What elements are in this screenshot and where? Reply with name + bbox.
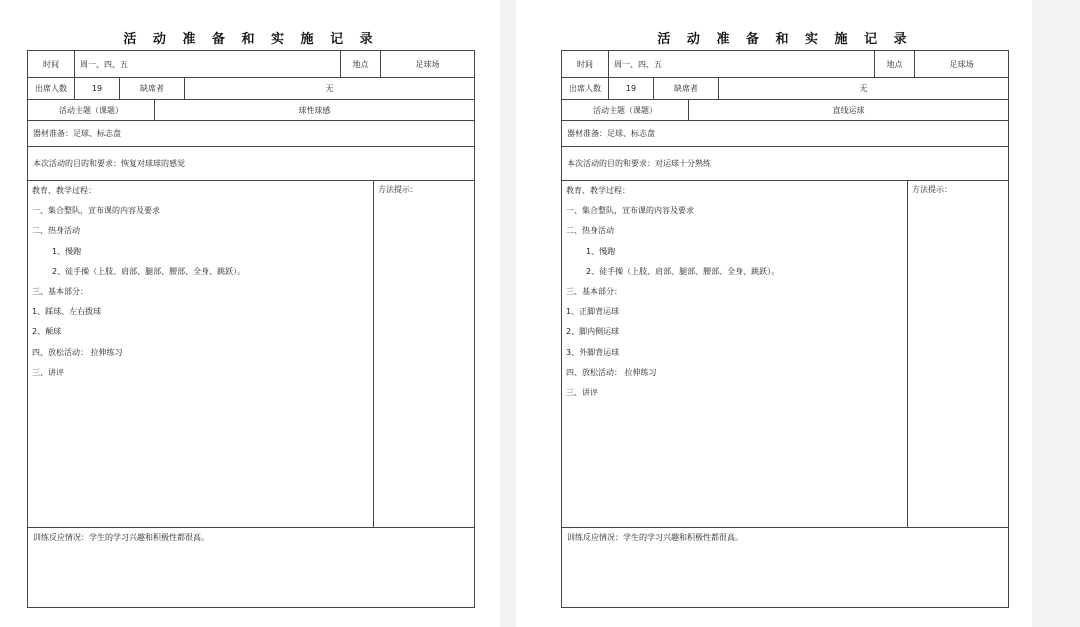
time-value: 周一、四、五 (75, 51, 341, 77)
process-line: 三、基本部分： (32, 286, 88, 296)
process-line: 一、集合整队，宣布课的内容及要求 (566, 206, 694, 216)
equipment-text: 器材准备：足球、标志盘 (567, 129, 655, 138)
process-line: 3、外脚背运球 (566, 347, 620, 357)
goal-text: 本次活动的目的和要求：恢复对球球的感觉 (33, 159, 185, 168)
absent-value: 无 (325, 84, 334, 93)
attendance-row (28, 78, 474, 100)
process-line: 2、颠球 (32, 327, 62, 337)
goal-row (28, 147, 474, 181)
topic-value: 直线运球 (832, 105, 865, 115)
place-label: 地点 (875, 51, 915, 77)
time-place-row (562, 51, 1008, 78)
process-line: 2、脚内侧运球 (566, 327, 620, 337)
topic-value: 球性球感 (298, 105, 331, 115)
process-column (28, 181, 374, 527)
feedback-text: 训练反应情况：学生的学习兴趣和积极性都很高。 (567, 533, 743, 542)
time-label: 时间 (28, 51, 75, 77)
process-line: 2、徒手操（上肢、肩部、腿部、腰部、全身、跳跃）。 (52, 266, 246, 276)
attend-label: 出席人数 (562, 78, 609, 99)
process-line: 三、讲评 (32, 367, 64, 377)
feedback-section (562, 528, 1008, 607)
process-line: 教育、教学过程： (566, 186, 630, 195)
process-line: 1、正脚背运球 (566, 307, 620, 317)
record-form (27, 50, 475, 608)
tips-label: 方法提示： (378, 185, 418, 194)
goal-row (562, 147, 1008, 181)
equipment-row (28, 121, 474, 147)
topic-row (562, 100, 1008, 121)
attend-value: 19 (609, 78, 654, 99)
absent-label: 缺席者 (120, 78, 185, 99)
process-column (562, 181, 908, 527)
tips-label: 方法提示： (912, 185, 952, 194)
right-margin (1032, 0, 1080, 627)
equipment-row (562, 121, 1008, 147)
process-line: 三、讲评 (566, 387, 598, 397)
process-section (28, 181, 474, 528)
absent-label: 缺席者 (654, 78, 719, 99)
feedback-section (28, 528, 474, 607)
process-section (562, 181, 1008, 528)
absent-value: 无 (859, 84, 868, 93)
topic-row (28, 100, 474, 121)
place-label: 地点 (341, 51, 381, 77)
process-line: 二、热身活动 (566, 226, 614, 236)
process-line: 1、慢跑 (52, 246, 82, 256)
process-line: 三、基本部分： (566, 286, 622, 296)
process-line: 1、慢跑 (586, 246, 616, 256)
page-gutter (500, 0, 516, 627)
form-title: 活 动 准 备 和 实 施 记 录 (123, 32, 379, 47)
time-place-row (28, 51, 474, 78)
feedback-text: 训练反应情况：学生的学习兴趣和积极性都很高。 (33, 533, 209, 542)
topic-label: 活动主题（课题） (28, 100, 155, 120)
process-line: 教育、教学过程： (32, 186, 96, 195)
process-line: 二、热身活动 (32, 226, 80, 236)
process-line: 1、踩球、左右拨球 (32, 307, 102, 317)
place-value: 足球场 (949, 59, 974, 69)
process-line: 一、集合整队，宣布课的内容及要求 (32, 206, 160, 216)
goal-text: 本次活动的目的和要求：对运球十分熟练 (567, 159, 711, 168)
attend-label: 出席人数 (28, 78, 75, 99)
place-value: 足球场 (415, 59, 440, 69)
process-line: 2、徒手操（上肢、肩部、腿部、腰部、全身、跳跃）。 (586, 266, 780, 276)
form-title: 活 动 准 备 和 实 施 记 录 (657, 32, 913, 47)
process-line: 四、放松活动： 拉伸练习 (566, 367, 657, 377)
time-label: 时间 (562, 51, 609, 77)
record-form (561, 50, 1009, 608)
attend-value: 19 (75, 78, 120, 99)
attendance-row (562, 78, 1008, 100)
process-line: 四、放松活动： 拉伸练习 (32, 347, 123, 357)
time-value: 周一、四、五 (609, 51, 875, 77)
topic-label: 活动主题（课题） (562, 100, 689, 120)
equipment-text: 器材准备：足球、标志盘 (33, 129, 121, 138)
